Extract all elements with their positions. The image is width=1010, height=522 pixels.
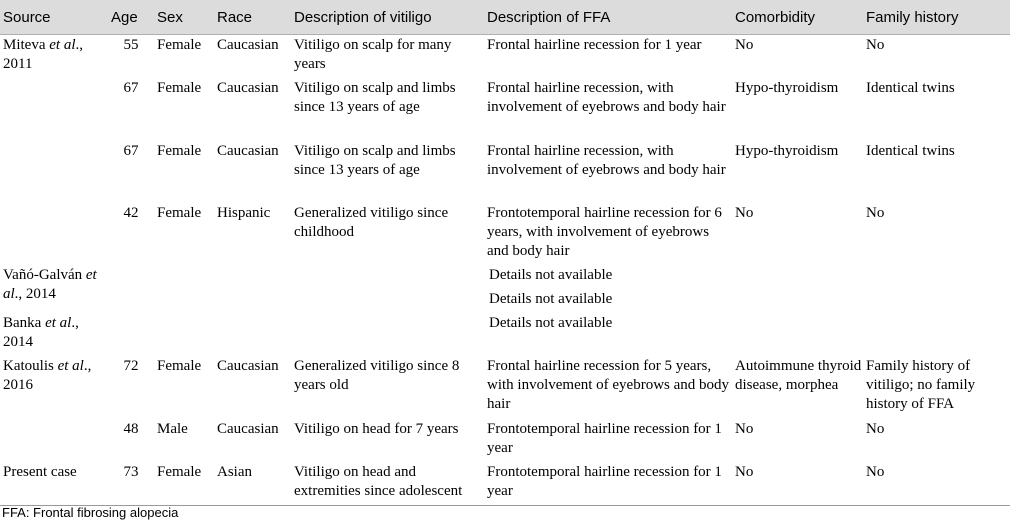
cell-race: Hispanic — [217, 205, 271, 221]
cell-age — [108, 313, 154, 356]
cell-source — [0, 78, 108, 141]
cell-vitiligo: Vitiligo on scalp and limbs since 13 years of age — [294, 80, 456, 115]
cell-race: Caucasian — [217, 80, 279, 96]
cell-sex: Female — [157, 143, 202, 159]
table-row — [0, 141, 1010, 203]
cell-family-history: No — [866, 421, 885, 437]
cell-vitiligo: Generalized vitiligo since childhood — [294, 205, 449, 240]
cell-source: Miteva et al., 2011 — [3, 37, 83, 72]
table-footnote: FFA: Frontal fibrosing alopecia — [2, 505, 179, 520]
cell-age — [108, 265, 154, 313]
cell-comorbidity: Autoimmune thyroid disease, morphea — [735, 358, 862, 393]
cell-comorbidity: Hypo-thyroidism — [735, 143, 839, 159]
table-row — [0, 462, 1010, 506]
cell-age: 72 — [123, 358, 139, 374]
cell-age: 48 — [123, 421, 139, 437]
cell-source — [0, 419, 108, 462]
header-sex: Sex — [154, 0, 214, 35]
cell-age: 55 — [123, 37, 139, 53]
cell-vitiligo — [291, 265, 484, 313]
cell-comorbidity: No — [735, 421, 754, 437]
cell-race: Asian — [214, 462, 291, 506]
cell-ffa: Frontal hairline recession for 1 year — [487, 37, 702, 53]
cell-comorbidity: No — [735, 37, 754, 53]
table-row — [0, 203, 1010, 265]
header-family-history: Family history — [863, 0, 1010, 35]
cell-race: Caucasian — [217, 358, 279, 374]
table-row — [0, 35, 1010, 79]
cell-family-history: No — [866, 37, 885, 53]
cell-comorbidity — [732, 265, 863, 313]
cell-family-history: Identical twins — [866, 80, 955, 96]
cell-ffa: Frontal hairline recession, with involvement of eyebrows and body hair — [487, 80, 726, 115]
cell-family-history: Family history of vitiligo; no family history of FFA — [866, 358, 976, 412]
cell-ffa: Frontotemporal hairline recession for 1 year — [484, 462, 732, 506]
cell-comorbidity: Hypo-thyroidism — [735, 80, 839, 96]
cell-source: Present case — [0, 462, 108, 506]
table-row — [0, 419, 1010, 462]
cell-family-history: No — [863, 462, 1010, 506]
cell-comorbidity: No — [732, 462, 863, 506]
cell-race — [214, 265, 291, 313]
details-not-available: Details not available — [489, 291, 613, 307]
cell-family-history: No — [866, 205, 885, 221]
table-row — [0, 78, 1010, 141]
header-vitiligo: Description of vitiligo — [291, 0, 484, 35]
cell-vitiligo: Vitiligo on scalp and limbs since 13 years of age — [294, 143, 456, 178]
cell-source: Banka et al., 2014 — [3, 315, 79, 350]
header-ffa: Description of FFA — [484, 0, 732, 35]
table-row — [0, 265, 1010, 313]
cell-ffa: Frontotemporal hairline recession for 1 year — [487, 421, 722, 456]
cell-comorbidity — [732, 313, 863, 356]
cell-vitiligo: Vitiligo on head and extremities since adolescent — [291, 462, 484, 506]
cell-age: 42 — [123, 205, 139, 221]
cell-race: Caucasian — [217, 143, 279, 159]
cell-race: Caucasian — [217, 37, 279, 53]
cell-comorbidity: No — [735, 205, 754, 221]
header-race: Race — [214, 0, 291, 35]
cell-family-history — [863, 265, 1010, 313]
header-source: Source — [0, 0, 108, 35]
cell-race — [214, 313, 291, 356]
cell-sex: Female — [157, 358, 202, 374]
cell-ffa: Frontal hairline recession, with involvement of eyebrows and body hair — [487, 143, 726, 178]
details-not-available: Details not available — [489, 267, 613, 283]
cell-sex: Female — [157, 80, 202, 96]
cell-vitiligo: Vitiligo on head for 7 years — [294, 421, 459, 437]
cell-race: Caucasian — [217, 421, 279, 437]
cell-sex: Female — [157, 205, 202, 221]
cell-sex: Male — [157, 421, 188, 437]
header-age: Age — [108, 0, 154, 35]
header-comorbidity: Comorbidity — [732, 0, 863, 35]
cell-ffa — [484, 265, 732, 313]
cell-family-history: Identical twins — [866, 143, 955, 159]
cell-age: 67 — [123, 80, 139, 96]
cell-family-history — [863, 313, 1010, 356]
cell-ffa: Frontal hairline recession for 5 years, with involvement of eyebrows and body hair — [487, 358, 730, 412]
table-row — [0, 356, 1010, 419]
cell-sex — [154, 265, 214, 313]
cell-ffa: Frontotemporal hairline recession for 6 years, with involvement of eyebrows and body hair — [487, 205, 722, 259]
table-row — [0, 313, 1010, 356]
cell-vitiligo: Generalized vitiligo since 8 years old — [294, 358, 460, 393]
cell-age: 73 — [108, 462, 154, 506]
cell-source: Katoulis et al., 2016 — [3, 358, 92, 393]
cell-age: 67 — [123, 143, 139, 159]
cell-source: Vañó-Galván et al., 2014 — [3, 267, 97, 302]
cell-sex — [154, 313, 214, 356]
header-row — [0, 0, 1010, 35]
cell-ffa: Details not available — [489, 315, 613, 331]
cell-source — [0, 203, 108, 265]
cell-vitiligo: Vitiligo on scalp for many years — [294, 37, 452, 72]
cell-sex: Female — [154, 462, 214, 506]
cell-vitiligo — [291, 313, 484, 356]
cell-source — [0, 141, 108, 203]
cell-sex: Female — [157, 37, 202, 53]
